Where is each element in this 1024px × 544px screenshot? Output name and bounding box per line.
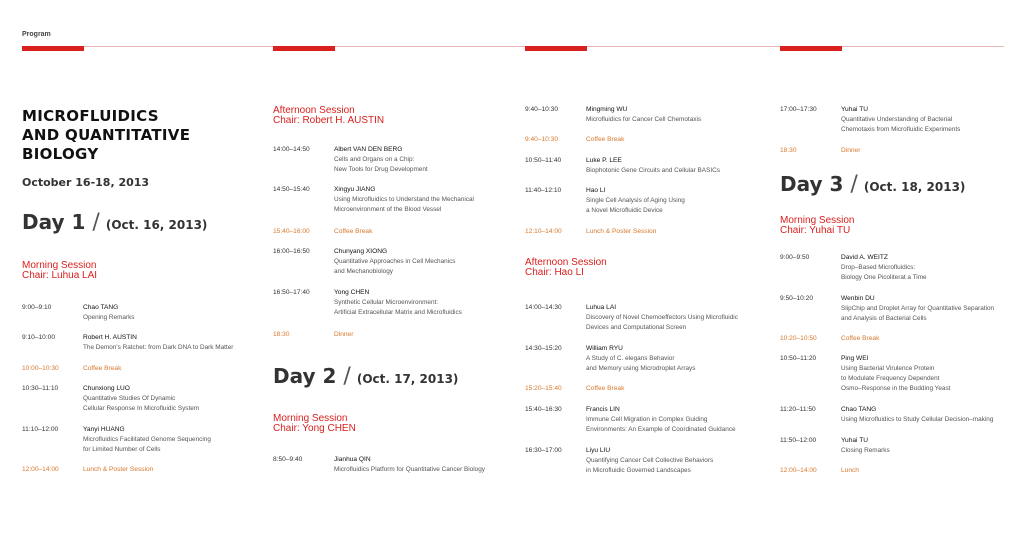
time-slot: 17:00–17:30 (780, 106, 817, 113)
talk-title: Drop–Based Microfluidics: Biology One Picoliterat a Time (841, 264, 927, 281)
talk-title: Discovery of Novel Chemoeffectors Using Microfluidic Devices and Computational Screen (586, 314, 738, 331)
talk-title: Microfluidics for Cancer Cell Chemotaxis (586, 116, 702, 123)
time-slot: 9:40–10:30 (525, 106, 559, 113)
talk-title: Closing Remarks (841, 447, 890, 454)
session-chair: Chair: Yuhai TU (780, 225, 851, 236)
speaker-name: Mingming WU (586, 106, 628, 113)
talk-title: Quantitative Understanding of Bacterial Chemotaxis from Microfluidic Experiments (841, 116, 961, 133)
speaker-name: Yuhai TU (841, 437, 869, 444)
time-slot: 15:40–16:30 (525, 406, 562, 413)
day-label: Day 2 (273, 364, 337, 388)
speaker-name: Robert H. AUSTIN (83, 334, 137, 341)
time-slot: 14:00–14:30 (525, 304, 562, 311)
event-title (22, 107, 190, 164)
time-slot: 10:30–11:10 (22, 385, 59, 392)
session-chair: Chair: Yong CHEN (273, 423, 356, 434)
talk-title: Microfluidics Facilitated Genome Sequencing for Limited Number of Cells (83, 436, 211, 453)
break-label: Dinner (841, 147, 861, 154)
header-rule (22, 46, 1004, 47)
break-label: Coffee Break (586, 136, 625, 143)
title-line: AND QUANTITATIVE (22, 126, 191, 144)
talk-title: The Demon's Ratchet: from Dark DNA to Dark Matter (83, 344, 234, 351)
slash-divider: / (850, 172, 858, 197)
time-slot: 12:00–14:00 (780, 467, 817, 474)
slash-divider: / (343, 364, 351, 389)
time-slot: 14:30–15:20 (525, 345, 562, 352)
talk-title: Cells and Organs on a Chip: New Tools for Drug Development (334, 156, 428, 173)
talk-title: Using Bacterial Virulence Protein to Modulate Frequency Dependent Osmo–Response in the Budding Yeast (841, 365, 951, 392)
speaker-name: William RYU (586, 345, 623, 352)
time-slot: 9:00–9:50 (780, 254, 810, 261)
speaker-name: David A. WEITZ (841, 254, 888, 261)
speaker-name: Yong CHEN (334, 289, 370, 296)
day-date: (Oct. 17, 2013) (356, 372, 459, 386)
day-date: (Oct. 18, 2013) (863, 180, 966, 194)
talk-title: A Study of C. elegans Behavior and Memory using Microdroplet Arrays (586, 355, 696, 372)
talk-title: Using Microfluidics to Study Cellular Decision–making (841, 416, 994, 423)
day-date: (Oct. 16, 2013) (105, 218, 208, 232)
time-slot: 15:40–16:00 (273, 228, 310, 235)
time-slot: 9:50–10:20 (780, 295, 814, 302)
time-slot: 9:40–10:30 (525, 136, 559, 143)
talk-title: Microfluidics Platform for Quantitative Cancer Biology (334, 466, 485, 473)
time-slot: 11:20–11:50 (780, 406, 816, 413)
speaker-name: Ping WEI (841, 355, 869, 362)
speaker-name: Luke P. LEE (586, 157, 622, 164)
session-heading (273, 414, 356, 434)
time-slot: 11:50–12:00 (780, 437, 817, 444)
time-slot: 12:10–14:00 (525, 228, 562, 235)
talk-title: Quantitative Studies Of Dynamic Cellular Response In Microfluidic System (83, 395, 200, 412)
session-heading (273, 106, 384, 126)
day-label: Day 1 (22, 210, 86, 234)
speaker-name: Wenbin DU (841, 295, 875, 302)
speaker-name: Chao TANG (83, 304, 119, 311)
talk-title: Synthetic Cellular Microenvironment: Artificial Extracellular Matrix and Microfluidics (334, 299, 462, 316)
break-label: Lunch & Poster Session (83, 466, 154, 473)
slash-divider: / (92, 210, 100, 235)
column-marker (22, 46, 84, 51)
time-slot: 9:00–9:10 (22, 304, 52, 311)
time-slot: 12:00–14:00 (22, 466, 59, 473)
time-slot: 16:30–17:00 (525, 447, 562, 454)
time-slot: 10:50–11:40 (525, 157, 562, 164)
speaker-name: Chunyang XIONG (334, 248, 388, 255)
session-title: Afternoon Session (525, 257, 607, 268)
day-heading (780, 172, 965, 197)
session-heading (525, 258, 607, 278)
session-title: Morning Session (273, 413, 348, 424)
day-heading (273, 364, 458, 389)
talk-title: Biophotonic Gene Circuits and Cellular BASICs (586, 167, 720, 174)
talk-title: Immune Cell Migration in Complex Guiding Environments: An Example of Coordinated Guidance (586, 416, 736, 433)
session-title: Morning Session (22, 260, 97, 271)
break-label: Lunch (841, 467, 859, 474)
speaker-name: Hao LI (586, 187, 606, 194)
speaker-name: Chao TANG (841, 406, 877, 413)
time-slot: 14:50–15:40 (273, 186, 310, 193)
time-slot: 18:30 (273, 331, 290, 338)
title-line: MICROFLUIDICS (22, 107, 159, 125)
speaker-name: Yanyi HUANG (83, 426, 125, 433)
speaker-name: Jianhua QIN (334, 456, 371, 463)
talk-title: Single Cell Analysis of Aging Using a Novel Microfluidic Device (586, 197, 685, 214)
time-slot: 11:10–12:00 (22, 426, 59, 433)
talk-title: Quantitative Approaches in Cell Mechanics and Mechanobiology (334, 258, 456, 275)
break-label: Coffee Break (586, 385, 625, 392)
title-line: BIOLOGY (22, 145, 99, 163)
talk-title: SlipChip and Droplet Array for Quantitative Separation and Analysis of Bacterial Cells (841, 305, 995, 322)
event-dates: October 16-18, 2013 (22, 176, 150, 189)
talk-title: Quantifying Cancer Cell Collective Behaviors in Microfluidic Governed Landscapes (586, 457, 714, 474)
speaker-name: Liyu LIU (586, 447, 611, 454)
talk-title: Using Microfluidics to Understand the Mechanical Microenvironment of the Blood Vessel (334, 196, 474, 213)
session-title: Afternoon Session (273, 105, 355, 116)
speaker-name: Albert VAN DEN BERG (334, 146, 403, 153)
time-slot: 9:10–10:00 (22, 334, 56, 341)
time-slot: 11:40–12:10 (525, 187, 562, 194)
session-title: Morning Session (780, 215, 855, 226)
time-slot: 8:50–9:40 (273, 456, 303, 463)
session-chair: Chair: Luhua LAI (22, 270, 98, 281)
column-marker (525, 46, 587, 51)
speaker-name: Yuhai TU (841, 106, 869, 113)
talk-title: Opening Remarks (83, 314, 135, 321)
column-marker (780, 46, 842, 51)
page-header: Program (22, 31, 51, 38)
time-slot: 16:50–17:40 (273, 289, 310, 296)
speaker-name: Luhua LAI (586, 304, 617, 311)
session-heading (780, 216, 854, 236)
column-marker (273, 46, 335, 51)
time-slot: 10:20–10:50 (780, 335, 817, 342)
break-label: Coffee Break (83, 365, 122, 372)
break-label: Coffee Break (334, 228, 373, 235)
break-label: Lunch & Poster Session (586, 228, 657, 235)
session-heading (22, 261, 97, 281)
session-chair: Chair: Hao LI (525, 267, 584, 278)
speaker-name: Chunxiong LUO (83, 385, 130, 392)
day-heading (22, 210, 207, 235)
time-slot: 10:50–11:20 (780, 355, 817, 362)
speaker-name: Xingyu JIANG (334, 186, 376, 193)
time-slot: 15:20–15:40 (525, 385, 562, 392)
time-slot: 10:00–10:30 (22, 365, 59, 372)
time-slot: 14:00–14:50 (273, 146, 310, 153)
break-label: Coffee Break (841, 335, 880, 342)
session-chair: Chair: Robert H. AUSTIN (273, 115, 385, 126)
time-slot: 16:00–16:50 (273, 248, 310, 255)
time-slot: 18:30 (780, 147, 797, 154)
speaker-name: Francis LIN (586, 406, 620, 413)
day-label: Day 3 (780, 172, 844, 196)
break-label: Dinner (334, 331, 354, 338)
